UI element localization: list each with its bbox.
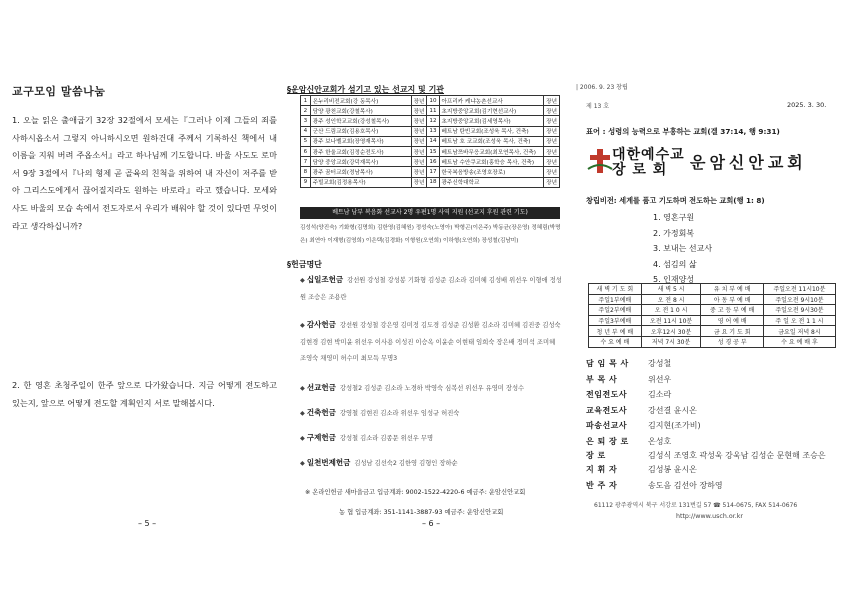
table-row: 수 요 예 배 저녁 7시 30분 성 경 공 부 수 요 예 배 후: [589, 336, 836, 347]
vision: 창립비전: 세계를 품고 기도하며 전도하는 교회(행 1: 8): [586, 196, 765, 205]
table-row: 주일1부예배 오 전 8 시 아 동 부 예 배 주일오전 9시10분: [589, 294, 836, 305]
table-row: 2 담양 광천교회(강철목사) 장년 11 초지방중앙교회(김기현선교사) 장년: [301, 106, 560, 116]
motto: 표어 : 성령의 능력으로 부흥하는 교회(겔 37:14, 행 9:31): [586, 127, 780, 136]
issue-number: 제 13 호: [586, 103, 610, 110]
founded-line: | 2006. 9. 23 창립: [576, 84, 628, 91]
list-item: 3. 보내는 선교사: [653, 244, 713, 253]
list-item: 교육전도사 강선결 윤시온: [586, 405, 697, 415]
table-row: 주일3부예배 오전 11시 10분 영 어 예 배 주 일 오 전 1 1 시: [589, 315, 836, 326]
list-item: 전임전도사 김소라: [586, 390, 672, 399]
table-row: 5 광주 보나벨교회(장영재목사) 장년 14 베트남 호 코교회(조성욱 목사, 건축) 장년: [301, 136, 560, 146]
church-website[interactable]: http://www.usch.or.kr: [676, 513, 743, 520]
table-row: 주일2부예배 오 전 1 0 시 중 고 등 부 예 배 주일오전 9시30분: [589, 305, 836, 316]
issue-date: 2025. 3. 30.: [787, 101, 827, 109]
page-number-6: – 6 –: [422, 519, 441, 528]
cross-logo-icon: [586, 147, 614, 175]
offering-thanks: ◆ 감사헌금 강선원 강성철 강은영 김미정 김도경 김성준 김성환 김소라 김미혜 김진중 김성숙 김현경 김현 박미윤 위선우 이사용 이성진 이승옥 이윤순 이현태 임희숙 장은배 정미석 조미혜 조영숙 채영미 허수미 최모득 무명3: [300, 320, 561, 362]
offering-relief: ◆ 구제헌금 강성철 김소라 김종문 위선우 무명: [300, 433, 434, 442]
church-address: 61112 광주광역시 북구 서강로 131번길 57 ☎ 514-0675, FAX 514-0676: [594, 502, 798, 509]
list-item: 2. 가정회복: [653, 228, 695, 238]
goals-list: [653, 210, 712, 288]
church-name: 운암신안교회: [690, 153, 807, 172]
table-row: 새 벽 기 도 회 새 벽 5 시 유 치 부 예 배 주일오전 11시10분: [589, 284, 836, 295]
discussion-question-2: 2. 한 영혼 초청주일이 한주 앞으로 다가왔습니다. 지금 어떻게 전도하고 있는지, 앞으로 어떻게 전도할 계획인지 서로 말해봅시다.: [12, 380, 277, 408]
offering-thousand: ◆ 일천번제헌금 김성남 김선숙2 김한영 김형인 장하순: [300, 458, 458, 467]
table-row: 8 광주 꿈터교회(정남목사) 장년 17 한국복음방송(조영호장로) 장년: [301, 167, 560, 177]
mission-table: [300, 95, 560, 188]
discussion-title: 교구모임 말씀나눔: [12, 85, 106, 98]
table-row: 9 주빌교회(김정용목사) 장년 18 광주신학대학교 장년: [301, 177, 560, 187]
list-item: 파송선교사 김지현(조가비): [586, 421, 701, 430]
list-item: 은 퇴 장 로 온성호: [586, 436, 672, 446]
list-item: 반 주 자 송도음 김선아 장하영: [586, 480, 723, 490]
discussion-question-1: 1. 오늘 읽은 출애굽기 32장 32절에서 모세는『그러나 이제 그들의 죄를 사하시옵소서 그렇지 아니하시오면 원하건대 주께서 기록하신 책에서 내 이름을 지워 버려 주옵소서』라고 하나님께 기도합니다. 바울 사도도 로마서 9장 3절에서『나의 형제 곧 골육의 친척을 위하여 내 자신이 저주를 받아 그리스도에게서 끊어질지라도 원하는 바로라』라고 했습니다. 모세와 사도 바울의 모습 속에서 전도자로서 우리가 배워야 할 것이 있다면 무엇이라고 생각하십니까?: [12, 115, 277, 231]
table-row: 4 군산 드림교회(김용호목사) 장년 13 베트남 탄빈교회(조성욱 목사, 건축) 장년: [301, 126, 560, 136]
list-item: 담 임 목 사 강성철: [586, 359, 672, 368]
table-row: 1 온누리비전교회(강 동목사) 장년 10 아프리카 케냐농촌선교사 장년: [301, 96, 560, 106]
offering-building: ◆ 건축헌금 강영철 김현진 김소라 위선우 임성규 허진숙: [300, 408, 460, 417]
staff-list: [586, 356, 848, 493]
offering-mission: ◆ 선교헌금 강성철2 김성준 김소라 노경하 박영숙 심복선 위선우 유영미 장성수: [300, 383, 525, 392]
table-row: 3 광주 성인학교교회(강성철목사) 장년 12 초지방중앙교회(김세영목사) 장년: [301, 116, 560, 126]
list-item: 5. 인재양성: [653, 275, 695, 284]
table-row: 청 년 부 예 배 오후12시 30분 금 요 기 도 회 금요일 저녁 8시: [589, 326, 836, 337]
list-item: 4. 섬김의 삶: [653, 259, 697, 269]
table-row: 6 광주 한울교회(김정순전도사) 장년 15 베트남쯔바무응교회(최모연목사, 건축) 장년: [301, 146, 560, 156]
table-row: 7 담양 중앙교회(강덕재목사) 장년 16 베트남 수안쿠교회(홍학승 목사, 건축) 장년: [301, 157, 560, 167]
list-item: 지 휘 자 김성봉 윤시온: [586, 465, 697, 474]
missionary-names: 김성석(양진숙) 기화형(김명희) 김한영(김혜원) 정성숙(노영아) 박형곤(이은주) 박동균(장은영) 정혜림(박명은) 최연아 이재형(김영희) 이은택(김경화) 이형원(오연희) 이하형(오연희) 장성철(김남미): [300, 225, 561, 244]
account-line-1: ※ 온라인헌금 새마을금고 입금계좌: 9002-1522-4220-6 예금주: 운암신안교회: [305, 489, 526, 496]
list-item: 장 로 김성식 조영호 곽성욱 강욱남 김성순 문현해 조승은: [586, 451, 826, 460]
list-item: 부 목 사 위선우: [586, 374, 672, 384]
offering-heading: §헌금명단: [287, 260, 322, 269]
denomination: 대한예수교 장 로 회: [612, 147, 685, 178]
account-info: [305, 483, 567, 523]
mission-heading: §운암신안교회가 섬기고 있는 선교지 및 기관: [287, 85, 445, 94]
mission-banner: 베트남 남부 복음화 선교사 2명 우편1명 사역 지원 (선교지 후원 관련 기도): [300, 207, 560, 219]
offering-tithe: ◆ 십일조헌금 강선원 강성철 강성봉 기화형 김성준 김소라 김미혜 김성배 위선우 이형애 정성원 조승은 조용란: [300, 275, 562, 301]
page-number-5: – 5 –: [138, 519, 157, 528]
worship-schedule: [588, 283, 836, 348]
account-line-2: 농 협 입금계좌: 351-1141-3887-93 예금주: 운암신안교회: [339, 509, 504, 516]
list-item: 1. 영혼구원: [653, 213, 695, 222]
